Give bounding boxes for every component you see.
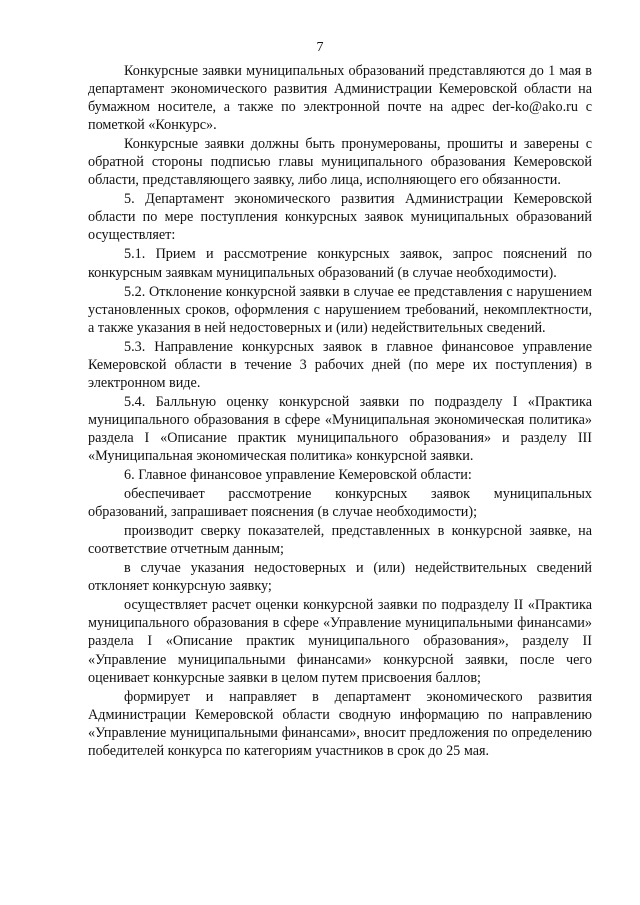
paragraph-item-6: 6. Главное финансовое управление Кемеровской области: (124, 467, 472, 484)
document-body (88, 62, 592, 760)
paragraph-item-6-reject: в случае указания недостоверных и (или) недействительных сведений отклоняет конкурсную заявку; (88, 560, 592, 595)
page-number: 7 (316, 40, 324, 55)
paragraph-item-6-summary: формирует и направляет в департамент экономического развития Администрации Кемеровской области сводную информацию по направлению «Управление муниципальными финансами», вносит предложения по определению победителей конкурса по категориям участников в срок до 25 мая. (88, 688, 592, 759)
paragraph-numbering: Конкурсные заявки должны быть пронумерованы, прошиты и заверены с обратной стороны подписью главы муниципального образования Кемеровской области, представляющего заявку, либо лица, исполняющего его обязанности. (88, 136, 592, 189)
paragraph-item-6-scoring: осуществляет расчет оценки конкурсной заявки по подразделу II «Практика муниципального образования в сфере «Управление муниципальными финансами» раздела I «Описание практик муниципального образования», разделу II «Управление муниципальными финансами» конкурсной заявки, после чего оценивает конкурсные заявки в целом путем присвоения баллов; (88, 597, 592, 686)
paragraph-submission: Конкурсные заявки муниципальных образований представляются до 1 мая в департамент экономического развития Администрации Кемеровской области на бумажном носителе, а также по электронной почте на адрес der-ko@ako.ru с пометкой «Конкурс». (88, 63, 592, 134)
paragraph-item-6-review: обеспечивает рассмотрение конкурсных заявок муниципальных образований, запрашивает пояснения (в случае необходимости); (88, 486, 592, 521)
paragraph-item-5-1: 5.1. Прием и рассмотрение конкурсных заявок, запрос пояснений по конкурсным заявкам муниципальных образований (в случае необходимости). (88, 246, 592, 281)
paragraph-item-5-2: 5.2. Отклонение конкурсной заявки в случае ее представления с нарушением установленных сроков, оформления с нарушением требований, некомплектности, а также указания в ней недостоверных и (или) недействительных сведений. (88, 283, 592, 336)
paragraph-item-6-reconcile: производит сверку показателей, представленных в конкурсной заявке, на соответствие отчетным данным; (88, 523, 592, 558)
paragraph-item-5-4: 5.4. Балльную оценку конкурсной заявки по подразделу I «Практика муниципального образования в сфере «Муниципальная экономическая политика» раздела I «Описание практик муниципального образования» и разделу III «Муниципальная экономическая политика» конкурсной заявки. (88, 393, 592, 464)
paragraph-item-5-3: 5.3. Направление конкурсных заявок в главное финансовое управление Кемеровской области в течение 3 рабочих дней (по мере их поступления) в электронном виде. (88, 338, 592, 391)
paragraph-item-5: 5. Департамент экономического развития Администрации Кемеровской области по мере поступления конкурсных заявок муниципальных образований осуществляет: (88, 191, 592, 244)
